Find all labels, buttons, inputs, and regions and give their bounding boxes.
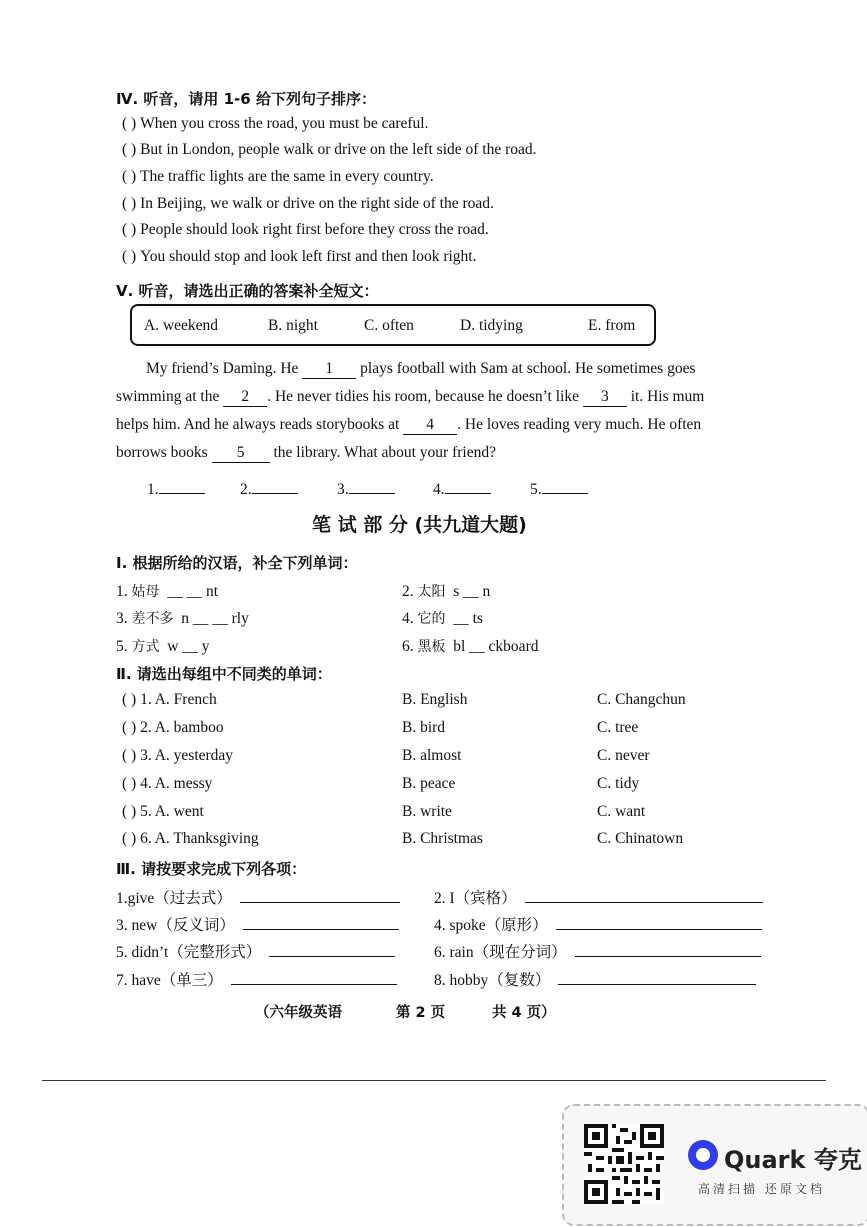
quark-brand: Quark 夸克: [724, 1146, 862, 1174]
word-option: B. night: [268, 317, 318, 334]
written-section-3-title: Ⅲ. 请按要求完成下列各项：: [116, 860, 307, 878]
transform-item: 3. new（反义词）: [116, 913, 399, 935]
answer-paren: ( ): [122, 115, 137, 132]
transform-item: 4. spoke（原形）: [434, 913, 762, 935]
vocab-item: 6. 黑板 bl __ ckboard: [402, 638, 539, 655]
vocab-item: 3. 差不多 n __ __ rly: [116, 610, 249, 627]
passage-line-2: [116, 388, 752, 407]
transform-item: 1.give（过去式）: [116, 886, 400, 908]
passage-text: . He loves reading very much. He often: [457, 416, 702, 433]
passage-line-3: [116, 416, 752, 435]
answer-slot-5: 5.: [530, 479, 588, 499]
odd-one-option-c: C. Changchun: [597, 691, 686, 708]
quark-logo-icon: [688, 1140, 718, 1170]
order-sentence: In Beijing, we walk or drive on the right side of the road.: [140, 195, 494, 212]
passage-blank: 5: [212, 444, 270, 463]
odd-one-option-b: B. Christmas: [402, 830, 483, 847]
passage-blank: 1: [302, 360, 356, 379]
passage-text: helps him. And he always reads storybooks at: [116, 416, 400, 433]
passage-blank: 3: [583, 388, 627, 407]
odd-one-row: ( ) 5. A. went: [122, 803, 204, 820]
vocab-item: 1. 姑母 __ __ nt: [116, 583, 219, 600]
passage-text: My friend’s Daming. He: [146, 360, 299, 377]
order-sentence: The traffic lights are the same in every country.: [140, 168, 434, 185]
odd-one-row: ( ) 1. A. French: [122, 691, 217, 708]
passage-line-1: [116, 360, 752, 379]
order-row-1: [122, 115, 428, 133]
odd-one-option-c: C. tidy: [597, 775, 640, 792]
answer-paren: ( ): [122, 141, 137, 158]
odd-one-row: ( ) 4. A. messy: [122, 775, 213, 792]
odd-one-option-c: C. Chinatown: [597, 830, 684, 847]
odd-one-option-c: C. tree: [597, 719, 639, 736]
footer-page-number: 第 2 页: [396, 1005, 446, 1021]
written-part-title: 笔 试 部 分 (共九道大题): [312, 514, 527, 536]
answer-paren: ( ): [122, 248, 137, 265]
footer-grade: （六年级英语: [255, 1005, 342, 1021]
order-row-4: [122, 195, 494, 213]
transform-item: 5. didn’t（完整形式）: [116, 940, 395, 962]
section-5-title: Ⅴ. 听音，请选出正确的答案补全短文：: [116, 282, 379, 300]
quark-watermark: [562, 1104, 867, 1226]
passage-text: plays football with Sam at school. He sometimes goes: [360, 360, 696, 377]
vocab-item: 2. 太阳 s __ n: [402, 583, 491, 600]
order-sentence: People should look right first before they cross the road.: [140, 221, 489, 238]
transform-item: 8. hobby（复数）: [434, 968, 756, 990]
transform-item: 7. have（单三）: [116, 968, 397, 990]
vocab-item: 4. 它的 __ ts: [402, 610, 483, 627]
answer-slot-3: 3.: [337, 479, 395, 499]
passage-text: . He never tidies his room, because he doesn’t like: [267, 388, 579, 405]
passage-text: it. His mum: [630, 388, 705, 405]
transform-item: 2. I（宾格）: [434, 886, 763, 908]
odd-one-option-b: B. English: [402, 691, 468, 708]
order-row-6: [122, 248, 476, 266]
word-option: A. weekend: [144, 317, 219, 334]
section-4-title: Ⅳ. 听音，请用 1-6 给下列句子排序：: [116, 90, 376, 108]
passage-blank: 2: [223, 388, 267, 407]
passage-blank: 4: [403, 416, 457, 435]
answer-paren: ( ): [122, 221, 137, 238]
passage-text: borrows books: [116, 444, 208, 461]
passage-line-4: [116, 444, 752, 463]
vocab-item: 5. 方式 w __ y: [116, 638, 210, 655]
quark-slogan: 高清扫描 还原文档: [698, 1182, 825, 1196]
word-bank-box: [130, 304, 656, 346]
answer-paren: ( ): [122, 195, 137, 212]
word-option: E. from: [588, 317, 636, 334]
odd-one-option-b: B. peace: [402, 775, 456, 792]
footer-total-pages: 共 4 页）: [492, 1005, 556, 1021]
transform-item: 6. rain（现在分词）: [434, 940, 761, 962]
odd-one-option-c: C. want: [597, 803, 646, 820]
order-sentence: But in London, people walk or drive on the left side of the road.: [140, 141, 537, 158]
answer-slot-1: 1.: [147, 479, 205, 499]
order-row-2: [122, 141, 537, 159]
answer-paren: ( ): [122, 168, 137, 185]
answer-slot-2: 2.: [240, 479, 298, 499]
word-option: C. often: [364, 317, 414, 334]
order-row-3: [122, 168, 434, 186]
passage-text: swimming at the: [116, 388, 220, 405]
answer-slot-4: 4.: [433, 479, 491, 499]
order-sentence: When you cross the road, you must be careful.: [140, 115, 429, 132]
odd-one-row: ( ) 2. A. bamboo: [122, 719, 224, 736]
passage-text: the library. What about your friend?: [273, 444, 496, 461]
qr-code-icon: [584, 1124, 664, 1204]
odd-one-option-b: B. bird: [402, 719, 446, 736]
odd-one-option-b: B. write: [402, 803, 452, 820]
page-divider: [42, 1080, 826, 1081]
written-section-1-title: Ⅰ. 根据所给的汉语，补全下列单词：: [116, 554, 358, 572]
order-row-5: [122, 221, 489, 239]
odd-one-row: ( ) 6. A. Thanksgiving: [122, 830, 259, 847]
odd-one-option-b: B. almost: [402, 747, 462, 764]
word-option: D. tidying: [460, 317, 523, 334]
odd-one-option-c: C. never: [597, 747, 650, 764]
order-sentence: You should stop and look left first and then look right.: [140, 248, 477, 265]
odd-one-row: ( ) 3. A. yesterday: [122, 747, 234, 764]
written-section-2-title: Ⅱ. 请选出每组中不同类的单词：: [116, 665, 332, 683]
